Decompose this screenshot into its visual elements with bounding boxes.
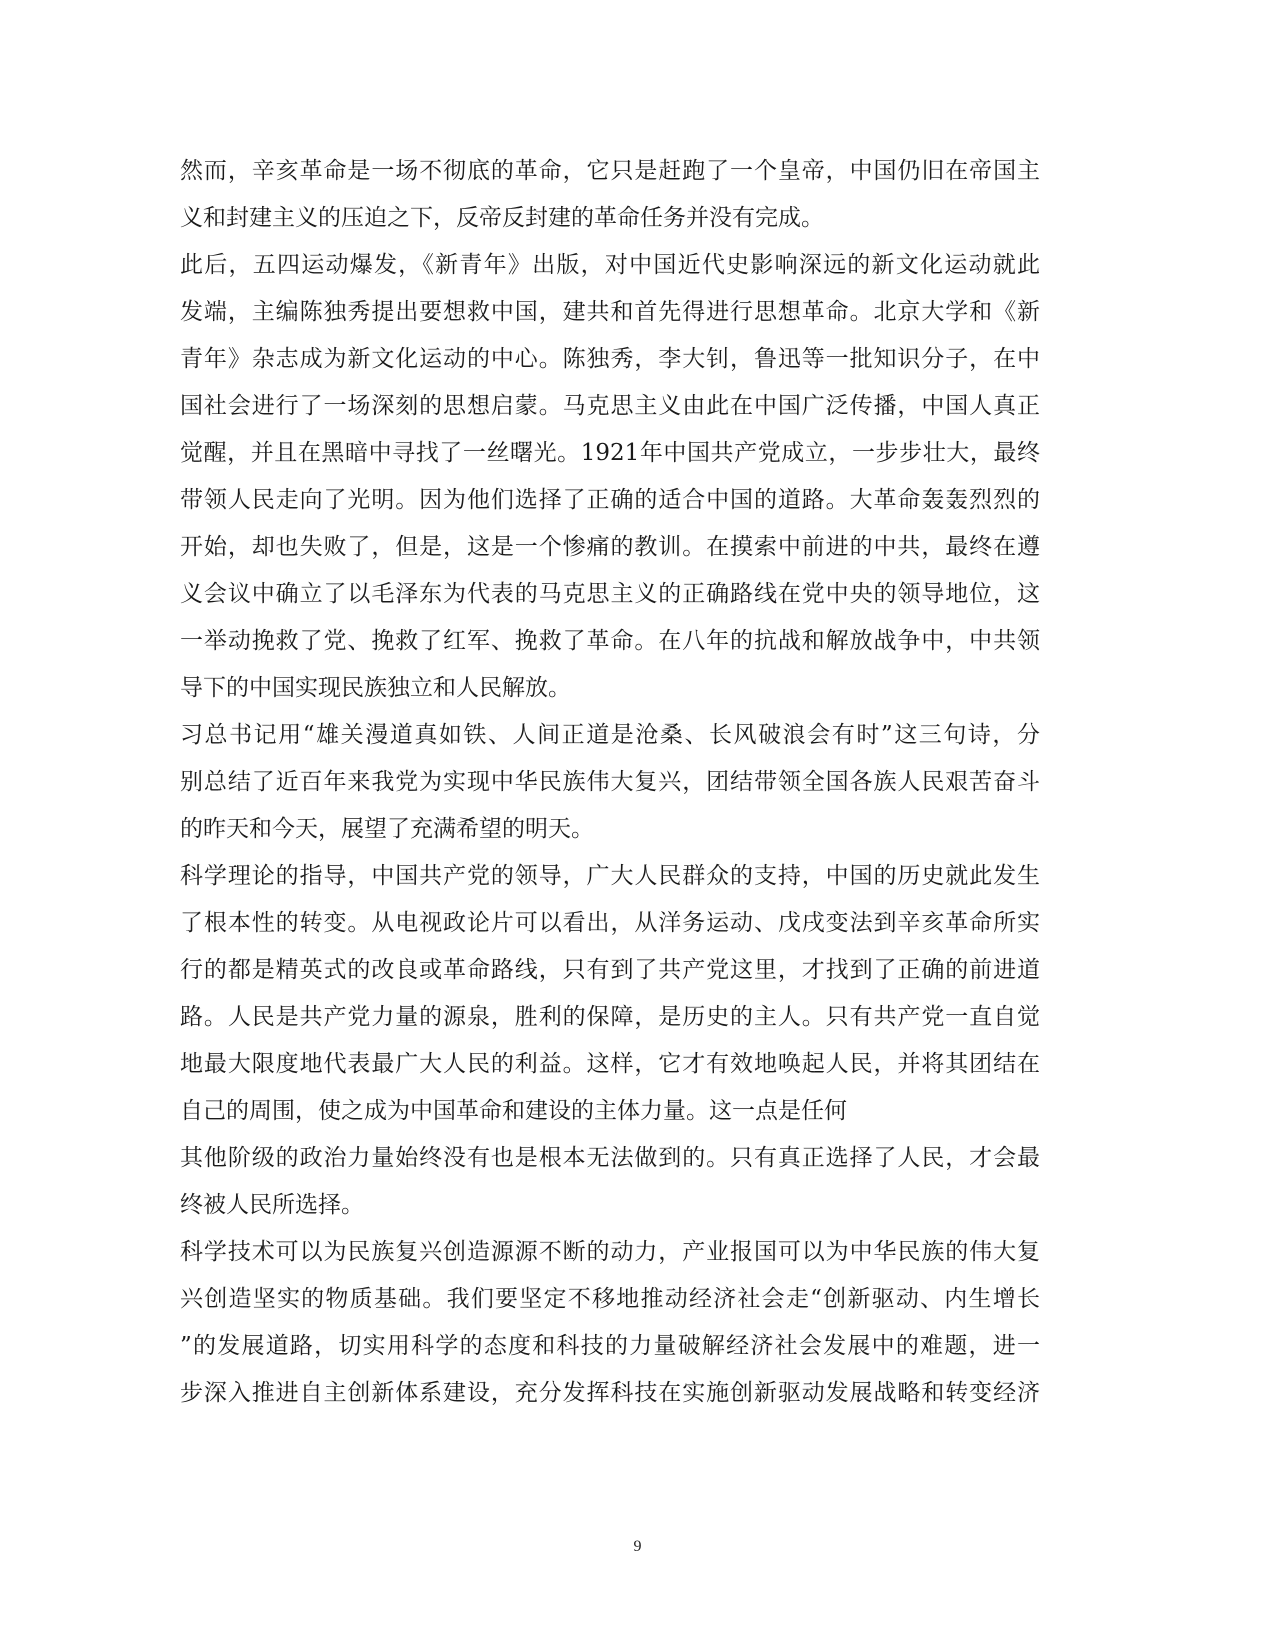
text-line: 终被人民所选择。 bbox=[180, 1192, 364, 1218]
text-line: 其他阶级的政治力量始终没有也是根本无法做到的。只有真正选择了人民，才会最 bbox=[180, 1145, 1040, 1171]
text-line: 步深入推进自主创新体系建设，充分发挥科技在实施创新驱动发展战略和转变经济 bbox=[180, 1380, 1040, 1406]
text-line: 科学技术可以为民族复兴创造源源不断的动力，产业报国可以为中华民族的伟大复 bbox=[180, 1239, 1040, 1265]
text-line: 导下的中国实现民族独立和人民解放。 bbox=[180, 675, 571, 701]
text-line: 义会议中确立了以毛泽东为代表的马克思主义的正确路线在党中央的领导地位，这 bbox=[180, 581, 1040, 607]
text-line: 习总书记用“雄关漫道真如铁、人间正道是沧桑、长风破浪会有时”这三句诗，分 bbox=[180, 722, 1040, 748]
text-line: 青年》杂志成为新文化运动的中心。陈独秀，李大钊，鲁迅等一批知识分子，在中 bbox=[180, 346, 1040, 372]
text-line: 行的都是精英式的改良或革命路线，只有到了共产党这里，才找到了正确的前进道 bbox=[180, 957, 1040, 983]
text-line: 路。人民是共产党力量的源泉，胜利的保障，是历史的主人。只有共产党一直自觉 bbox=[180, 1004, 1040, 1030]
text-line: 兴创造坚实的物质基础。我们要坚定不移地推动经济社会走“创新驱动、内生增长 bbox=[180, 1286, 1040, 1312]
text-line: 义和封建主义的压迫之下，反帝反封建的革命任务并没有完成。 bbox=[180, 205, 824, 231]
text-line: 别总结了近百年来我党为实现中华民族伟大复兴，团结带领全国各族人民艰苦奋斗 bbox=[180, 769, 1040, 795]
text-line: 一举动挽救了党、挽救了红军、挽救了革命。在八年的抗战和解放战争中，中共领 bbox=[180, 628, 1040, 654]
text-line: 了根本性的转变。从电视政论片可以看出，从洋务运动、戊戌变法到辛亥革命所实 bbox=[180, 910, 1040, 936]
text-line: 开始，却也失败了，但是，这是一个惨痛的教训。在摸索中前进的中共，最终在遵 bbox=[180, 534, 1040, 560]
text-line: 此后，五四运动爆发，《新青年》出版，对中国近代史影响深远的新文化运动就此 bbox=[180, 252, 1040, 278]
text-line: ”的发展道路，切实用科学的态度和科技的力量破解经济社会发展中的难题，进一 bbox=[180, 1333, 1040, 1359]
text-line: 觉醒，并且在黑暗中寻找了一丝曙光。1921年中国共产党成立，一步步壮大，最终 bbox=[180, 440, 1040, 466]
text-line: 地最大限度地代表最广大人民的利益。这样，它才有效地唤起人民，并将其团结在 bbox=[180, 1051, 1040, 1077]
page-number: 9 bbox=[633, 1538, 642, 1555]
text-line: 发端，主编陈独秀提出要想救中国，建共和首先得进行思想革命。北京大学和《新 bbox=[180, 299, 1040, 325]
text-line: 自己的周围，使之成为中国革命和建设的主体力量。这一点是任何 bbox=[180, 1098, 847, 1124]
text-line: 带领人民走向了光明。因为他们选择了正确的适合中国的道路。大革命轰轰烈烈的 bbox=[180, 487, 1040, 513]
text-line: 的昨天和今天，展望了充满希望的明天。 bbox=[180, 816, 594, 842]
text-line: 科学理论的指导，中国共产党的领导，广大人民群众的支持，中国的历史就此发生 bbox=[180, 863, 1040, 889]
text-line: 然而，辛亥革命是一场不彻底的革命，它只是赶跑了一个皇帝，中国仍旧在帝国主 bbox=[180, 158, 1040, 184]
body-text bbox=[180, 148, 1040, 1417]
text-line: 国社会进行了一场深刻的思想启蒙。马克思主义由此在中国广泛传播，中国人真正 bbox=[180, 393, 1040, 419]
